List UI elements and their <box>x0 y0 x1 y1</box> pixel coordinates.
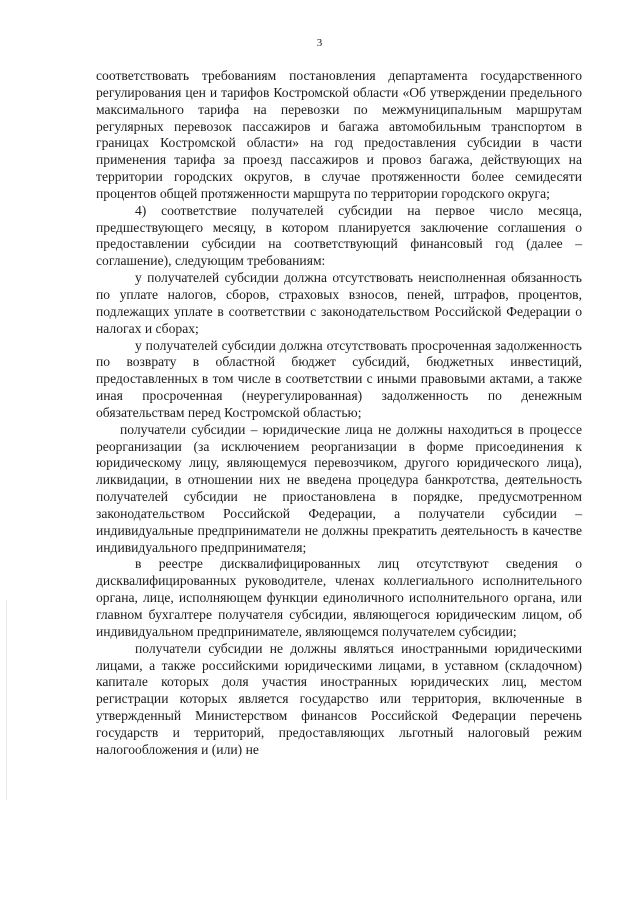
document-body <box>96 68 582 759</box>
paragraph-no-reorganization: получатели субсидии – юридические лица не должны находиться в процессе реорганизации (за исключением реорганизации в форме присоединения к юридическому лицу, являющемуся перевозчиком, другого юридического лица), ликвидации, в отношении них не введена процедура банкротства, деятельность получателей субсидии не приостановлена в порядке, предусмотренном законодательством Российской Федерации, а получатели субсидии – индивидуальные предприниматели не должны прекратить деятельность в качестве индивидуального предпринимателя; <box>96 421 582 555</box>
page-number: 3 <box>316 37 323 49</box>
paragraph-no-overdue-debt: у получателей субсидии должна отсутствовать просроченная задолженность по возврату в областной бюджет субсидий, бюджетных инвестиций, предоставленных в том числе в соответствии с иными правовыми актами, а также иная просроченная (неурегулированная) задолженность по денежным обязательствам перед Костромской областью; <box>96 337 582 420</box>
paragraph-tariff-requirement: соответствовать требованиям постановления департамента государственного регулирования цен и тарифов Костромской области «Об утверждении предельного максимального тарифа на перевозки по межмуниципальным маршрутам регулярных перевозок пассажиров и багажа автомобильным транспортом в границах Костромской области» на год предоставления субсидии в части применения тарифа за проезд пассажиров и провоз багажа, действующих на территории городских округов, в случае протяженности более семидесяти процентов общей протяженности маршрута по территории городского округа; <box>96 68 582 201</box>
paragraph-disqualified-persons: в реестре дисквалифицированных лиц отсутствуют сведения о дисквалифицированных руководителе, членах коллегиального исполнительного органа, лице, исполняющем функции единоличного исполнительного органа, или главном бухгалтере получателя субсидии, являющегося юридическим лицом, об индивидуальном предпринимателе, являющемся получателем субсидии; <box>96 556 582 639</box>
scan-edge-mark <box>6 600 7 800</box>
paragraph-requirement-4: 4) соответствие получателей субсидии на первое число месяца, предшествующего месяцу, в котором планируется заключение соглашения о предоставлении субсидии на соответствующий финансовый год (далее – соглашение), следующим требованиям: <box>96 202 582 269</box>
paragraph-no-foreign-entities: получатели субсидии не должны являться иностранными юридическими лицами, а также российскими юридическими лицами, в уставном (складочном) капитале которых доля участия иностранных юридических лиц, местом регистрации которых является государство или территория, включенные в утвержденный Министерством финансов Российской Федерации перечень государств и территорий, предоставляющих льготный налоговый режим налогообложения и (или) не <box>96 640 582 757</box>
paragraph-no-tax-debt: у получателей субсидии должна отсутствовать неисполненная обязанность по уплате налогов, сборов, страховых взносов, пеней, штрафов, процентов, подлежащих уплате в соответствии с законодательством Российской Федерации о налогах и сборах; <box>96 270 582 336</box>
